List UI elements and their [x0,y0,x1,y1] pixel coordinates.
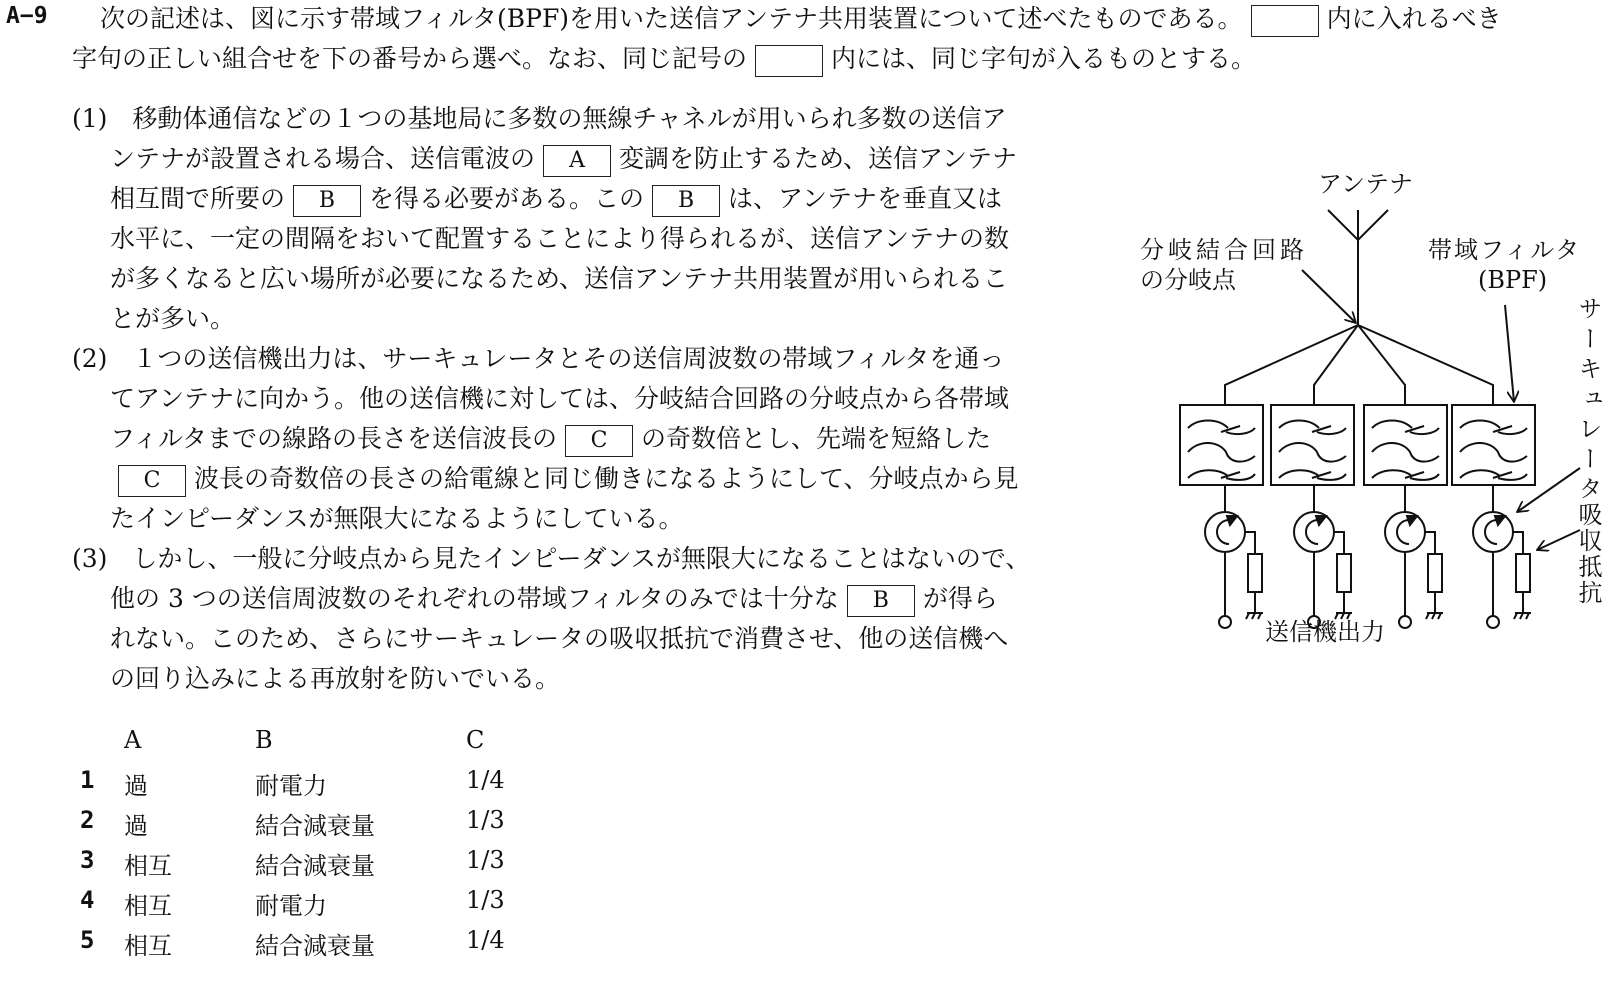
answer-blank-b: B [652,185,720,217]
text-line [110,262,1008,296]
choice-c: 1/4 [466,926,505,954]
blank-box [1251,5,1319,37]
antenna-label: アンテナ [1318,170,1414,198]
text-line [110,422,991,457]
text-segment: は、アンテナを垂直又は [728,184,1003,213]
choice-b: 耐電力 [255,772,327,800]
bandpass-filter [1180,405,1263,485]
absorber-label: 吸収抵抗 [1574,502,1602,606]
filter-wave-icon [1279,421,1346,435]
text-segment: 他の 3 つの送信周波数のそれぞれの帯域フィルタのみでは十分な [110,584,839,613]
feed-line [1314,325,1358,405]
absorbing-resistor [1248,554,1262,592]
text-segment: (3) しかし、一般に分岐点から見たインピーダンスが無限大になることはないので、 [72,544,1031,573]
choice-c: 1/4 [466,766,505,794]
tx-output-label: 送信機出力 [1265,618,1385,646]
filter-wave-icon [1372,470,1439,480]
header-a: A [124,726,142,754]
choice-a: 相互 [124,932,172,960]
text-line [110,662,560,696]
text-segment: 変調を防止するため、送信アンテナ [619,144,1018,173]
circulator-label: サーキュレータ [1574,296,1602,506]
circulator-arrow [1485,520,1497,544]
text-segment: 字句の正しい組合せを下の番号から選べ。なお、同じ記号の [72,44,748,73]
text-line [110,302,235,336]
antenna-icon [1328,210,1388,325]
filter-wave-icon [1188,421,1255,435]
text-segment: (2) １つの送信機出力は、サーキュレータとその送信周波数の帯域フィルタを通っ [72,344,1005,373]
bpf-label-1: 帯域フィルタ [1428,236,1582,264]
text-line [72,102,1007,136]
choice-number[interactable]: 1 [80,766,95,794]
circulator-arrowhead [1407,516,1417,525]
branch-arrow [1302,270,1356,323]
ground-icon [1334,532,1352,619]
ground-icon [1245,532,1263,619]
circulator-arrowhead [1227,516,1237,525]
absorber-arrow [1537,530,1580,550]
text-segment: を得る必要がある。この [369,184,645,213]
bpf-arrow [1505,305,1514,402]
filter-wave-icon [1460,421,1527,435]
text-segment: が多くなると広い場所が必要になるため、送信アンテナ共用装置が用いられるこ [110,264,1009,293]
choice-c: 1/3 [466,846,505,874]
text-segment: (1) 移動体通信などの１つの基地局に多数の無線チャネルが用いられ多数の送信ア [72,104,1007,133]
feed-line [1358,325,1405,405]
text-segment: 水平に、一定の間隔をおいて配置することにより得られるが、送信アンテナの数 [110,224,1010,253]
text-line [110,622,1008,656]
text-line [110,382,1009,416]
circulator-arrow-pointer [1517,468,1580,512]
branch-point-label-2: の分岐点 [1140,266,1236,294]
header-b: B [255,726,273,754]
filter-wave-icon [1279,443,1346,462]
circulator-arrow [1306,520,1318,544]
circulator-icon [1205,512,1245,552]
choice-c: 1/3 [466,886,505,914]
circulator-arrowhead [1495,516,1505,525]
text-segment: 相互間で所要の [110,184,286,213]
text-segment: フィルタまでの線路の長さを送信波長の [110,424,558,453]
blank-box [755,45,823,77]
circulator-arrow [1397,520,1409,544]
absorbing-resistor [1516,554,1530,592]
choice-a: 過 [124,812,148,840]
answer-blank-c: C [565,425,633,457]
answer-blank-c: C [118,465,186,497]
answer-blank-b: B [293,185,361,217]
text-segment: てアンテナに向かう。他の送信機に対しては、分岐結合回路の分岐点から各帯域 [110,384,1010,413]
text-line [110,142,1017,177]
choice-c: 1/3 [466,806,505,834]
feed-line [1358,325,1493,405]
output-terminal [1399,616,1411,628]
filter-wave-icon [1460,443,1527,462]
text-line [110,502,684,536]
answer-blank-a: A [543,145,611,177]
choice-b: 結合減衰量 [255,932,375,960]
text-line [110,582,998,617]
output-terminal [1308,616,1320,628]
choice-number[interactable]: 2 [80,806,95,834]
text-line [72,42,1256,77]
text-segment: 内に入れるべき [1326,4,1502,33]
question-number: A−9 [6,3,48,29]
feed-line [1225,325,1358,405]
output-terminal [1219,616,1231,628]
circuit [1180,210,1580,628]
text-segment: たインピーダンスが無限大になるようにしている。 [110,504,684,533]
text-segment: の回り込みによる再放射を防いでいる。 [110,664,561,693]
filter-wave-icon [1372,443,1439,462]
circulator-icon [1294,512,1334,552]
choice-b: 結合減衰量 [255,852,375,880]
filter-wave-icon [1460,470,1527,480]
absorbing-resistor [1337,554,1351,592]
text-segment: とが多い。 [110,304,236,333]
choice-a: 過 [124,772,148,800]
circulator-icon [1385,512,1425,552]
text-segment: 次の記述は、図に示す帯域フィルタ(BPF)を用いた送信アンテナ共用装置について述べたものである。 [100,4,1243,33]
header-c: C [466,726,485,754]
text-segment: の奇数倍とし、先端を短絡した [641,424,992,453]
absorbing-resistor [1428,554,1442,592]
choice-number[interactable]: 5 [80,926,95,954]
text-segment: 波長の奇数倍の長さの給電線と同じ働きになるようにして、分岐点から見 [194,464,1019,493]
filter-wave-icon [1188,443,1255,462]
bandpass-filter [1364,405,1447,485]
choice-number[interactable]: 4 [80,886,95,914]
text-segment: ンテナが設置される場合、送信電波の [110,144,536,173]
text-line [110,222,1009,256]
output-terminal [1487,616,1499,628]
filter-wave-icon [1372,421,1439,435]
choice-b: 耐電力 [255,892,327,920]
choice-a: 相互 [124,852,172,880]
bpf-label-2: (BPF) [1478,266,1548,294]
choice-number[interactable]: 3 [80,846,95,874]
circulator-icon [1473,512,1513,552]
circulator-arrow [1217,520,1229,544]
choice-b: 結合減衰量 [255,812,375,840]
filter-wave-icon [1188,470,1255,480]
ground-icon [1425,532,1443,619]
text-line [72,542,1030,576]
circulator-arrowhead [1316,516,1326,525]
text-segment: が得ら [922,584,998,613]
bandpass-filter [1452,405,1535,485]
choice-a: 相互 [124,892,172,920]
bandpass-filter [1271,405,1354,485]
text-line [72,342,1004,376]
filter-wave-icon [1279,470,1346,480]
text-line [110,182,1002,217]
answer-blank-b: B [847,585,915,617]
text-line [110,462,1019,497]
ground-icon [1513,532,1531,619]
text-segment: 内には、同じ字句が入るものとする。 [831,44,1257,73]
text-line [100,2,1502,37]
branch-point-label-1: 分岐結合回路 [1140,236,1308,264]
text-segment: れない。このため、さらにサーキュレータの吸収抵抗で消費させ、他の送信機へ [110,624,1009,653]
